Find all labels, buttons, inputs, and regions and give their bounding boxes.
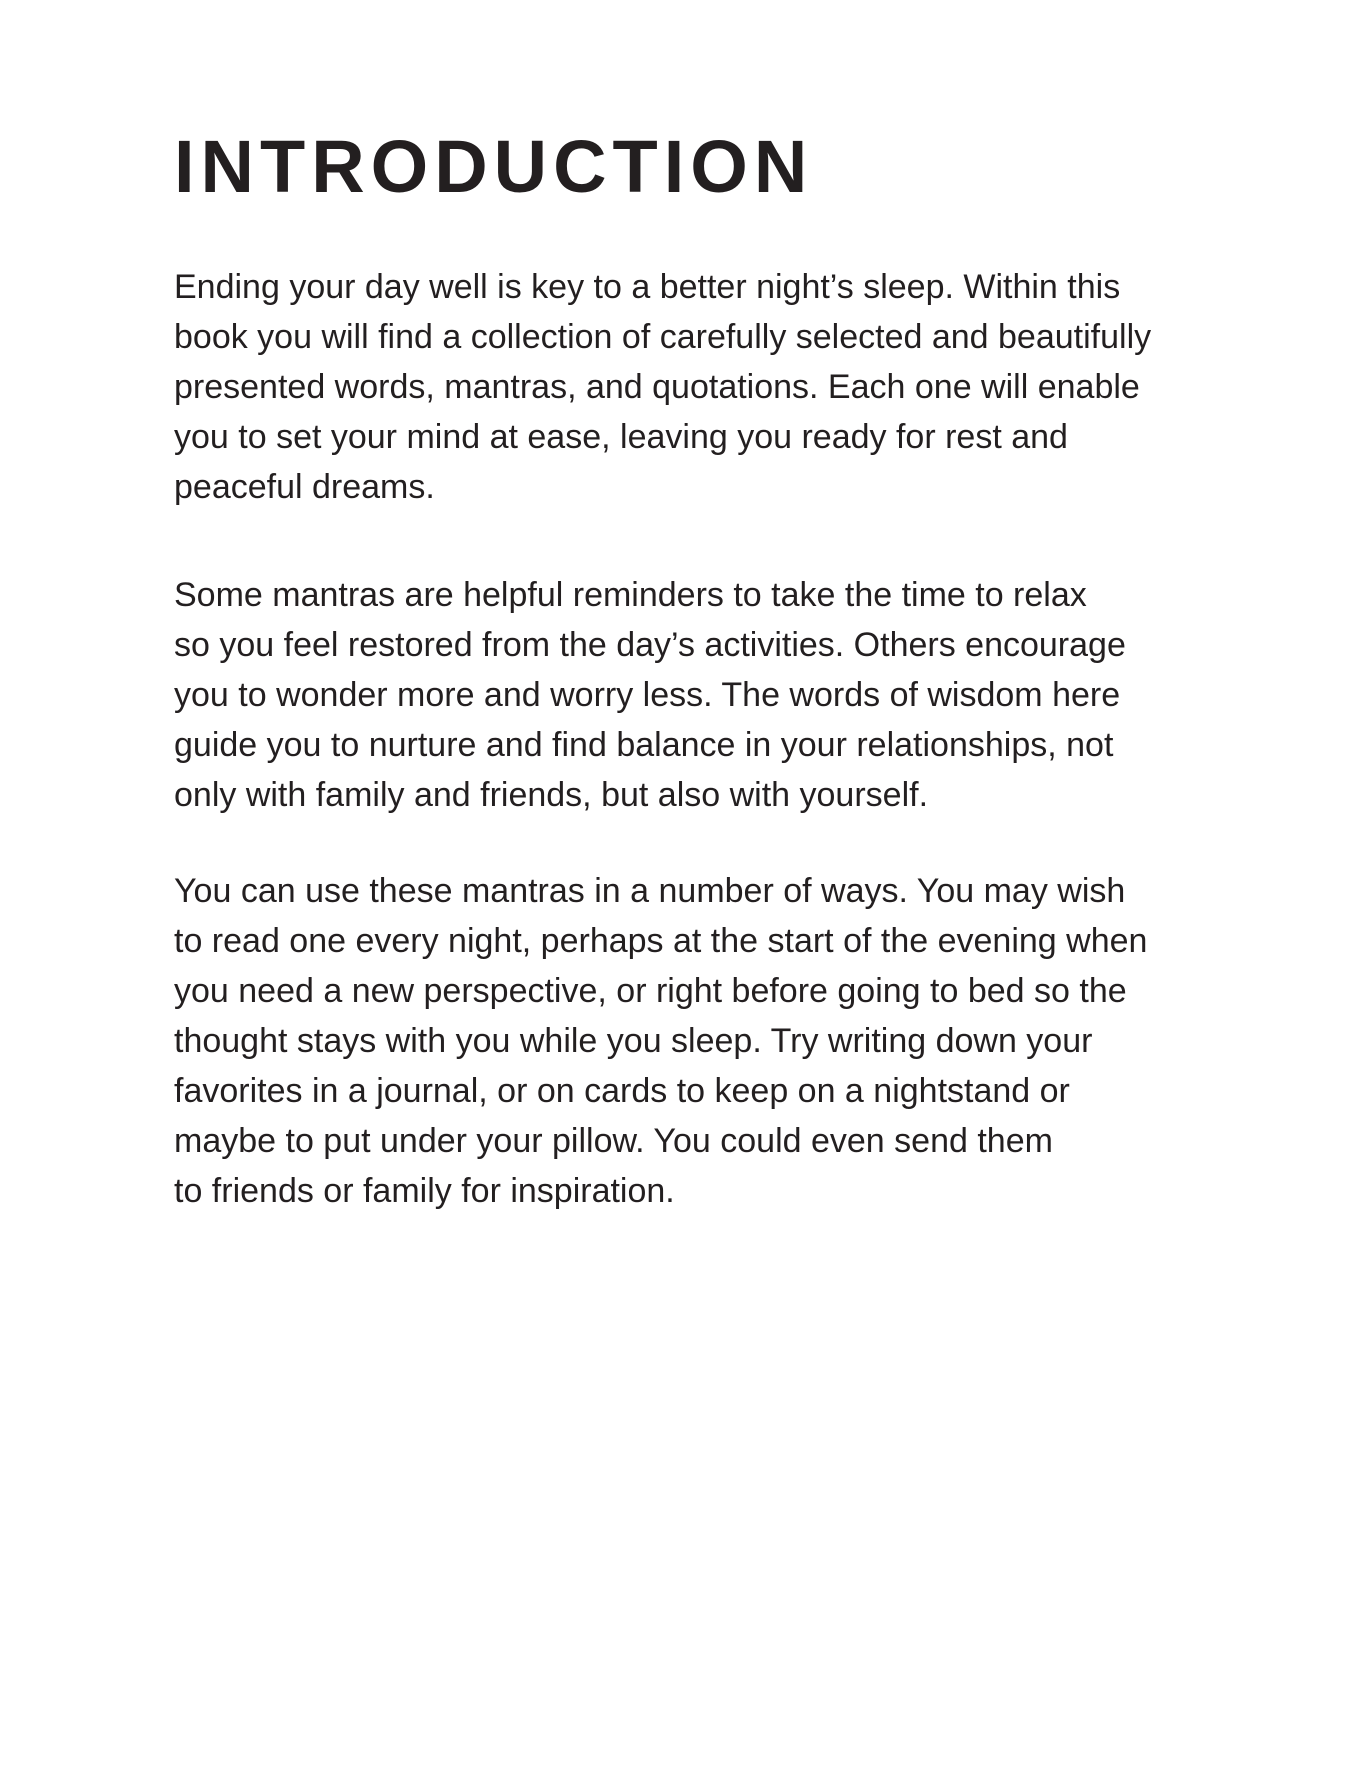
paragraph-2 xyxy=(174,570,1184,820)
paragraph-line: to friends or family for inspiration. xyxy=(174,1172,675,1210)
paragraph-line: You can use these mantras in a number of ways. You may wish xyxy=(174,872,1126,910)
paragraph-line: you need a new perspective, or right before going to bed so the xyxy=(174,972,1127,1010)
paragraph-line: only with family and friends, but also with yourself. xyxy=(174,776,929,814)
paragraph-line: you to wonder more and worry less. The words of wisdom here xyxy=(174,676,1121,714)
paragraph-line: favorites in a journal, or on cards to keep on a nightstand or xyxy=(174,1072,1070,1110)
paragraph-line: maybe to put under your pillow. You could even send them xyxy=(174,1122,1053,1160)
paragraph-line: guide you to nurture and find balance in your relationships, not xyxy=(174,726,1114,764)
paragraph-line: book you will find a collection of carefully selected and beautifully xyxy=(174,318,1152,356)
paragraph-line: Some mantras are helpful reminders to take the time to relax xyxy=(174,576,1087,614)
page-title: INTRODUCTION xyxy=(174,125,814,208)
paragraph-1 xyxy=(174,262,1184,512)
paragraph-line: Ending your day well is key to a better night’s sleep. Within this xyxy=(174,268,1121,306)
paragraph-line: you to set your mind at ease, leaving you ready for rest and xyxy=(174,418,1068,456)
paragraph-line: so you feel restored from the day’s activities. Others encourage xyxy=(174,626,1126,664)
paragraph-3 xyxy=(174,866,1184,1216)
paragraph-line: to read one every night, perhaps at the start of the evening when xyxy=(174,922,1148,960)
paragraph-line: thought stays with you while you sleep. Try writing down your xyxy=(174,1022,1093,1060)
paragraph-line: peaceful dreams. xyxy=(174,468,435,506)
paragraph-line: presented words, mantras, and quotations. Each one will enable xyxy=(174,368,1140,406)
